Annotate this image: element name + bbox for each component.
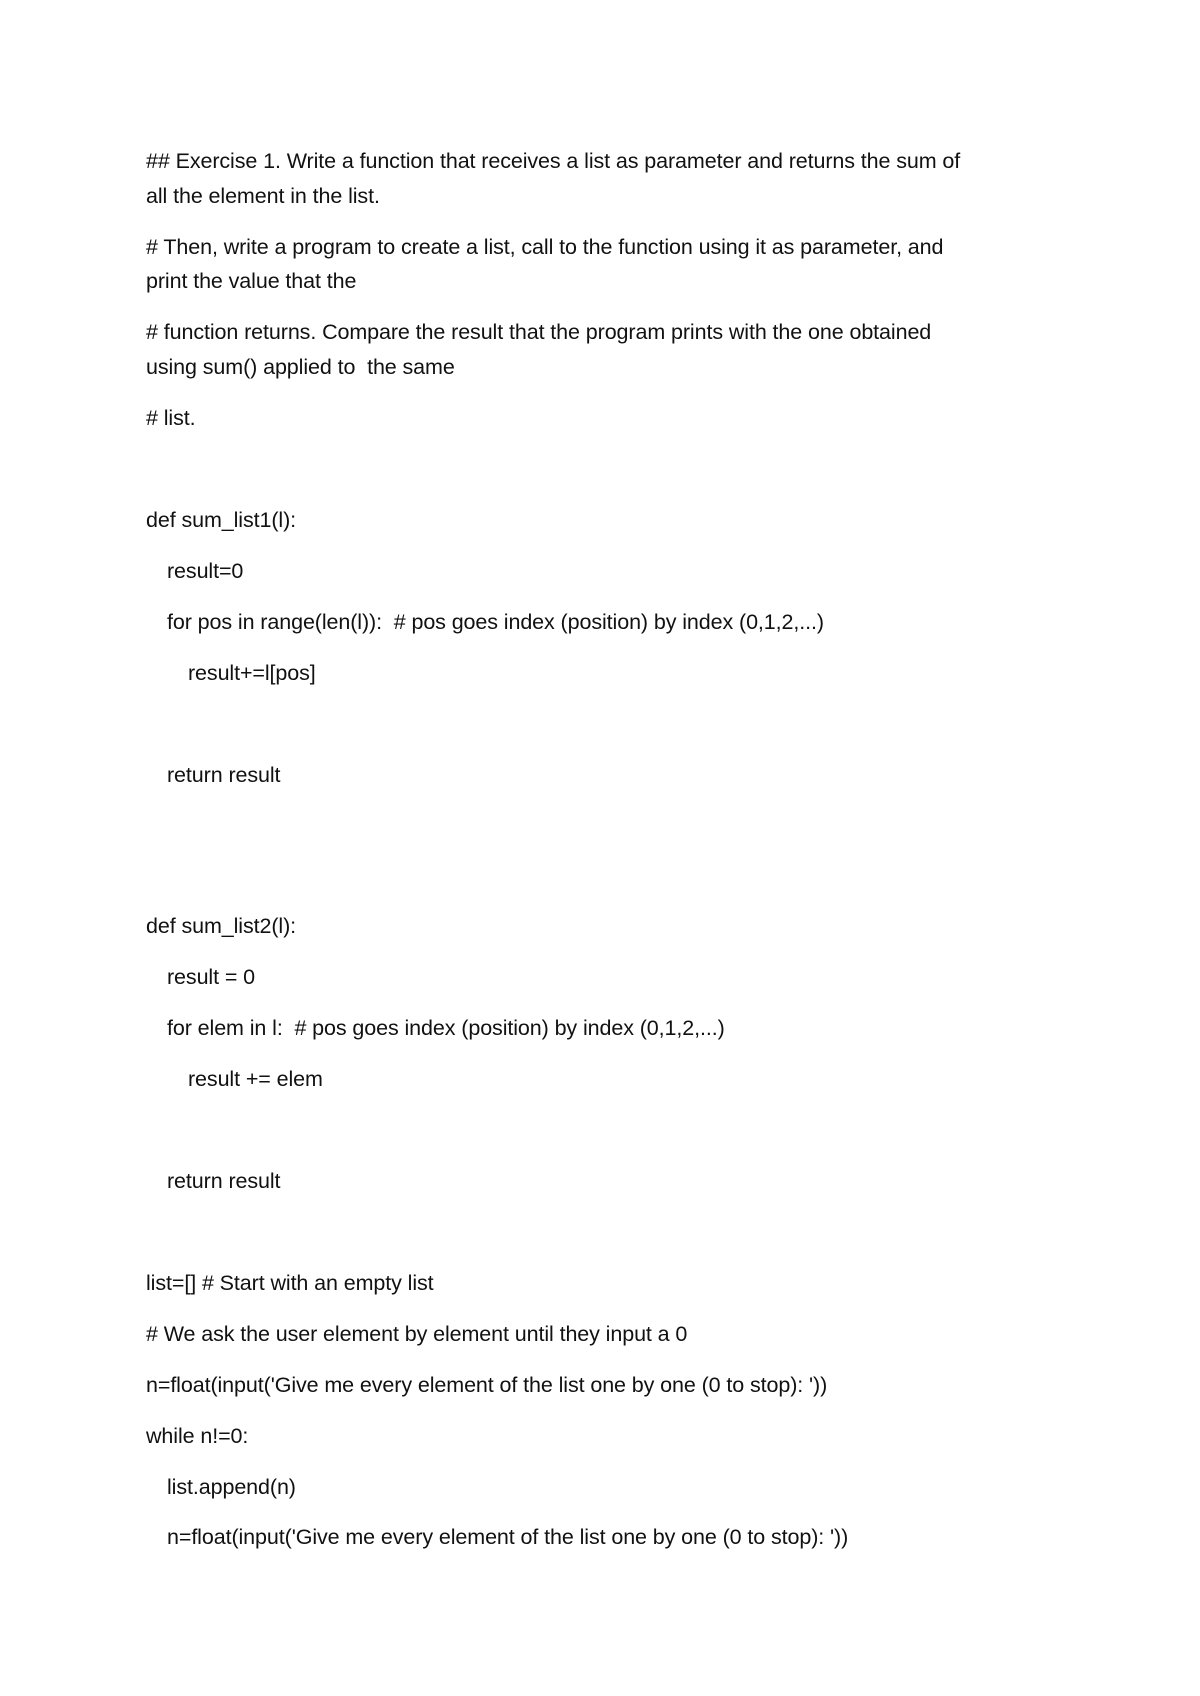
main-line-2: # We ask the user element by element until they input a 0: [146, 1322, 688, 1346]
exercise-comment-line-4: print the value that the: [146, 269, 357, 293]
main-line-1: list=[] # Start with an empty list: [146, 1271, 434, 1295]
func2-loop: for elem in l: # pos goes index (position) by index (0,1,2,...): [167, 1016, 725, 1040]
exercise-heading-line-2: all the element in the list.: [146, 184, 380, 208]
exercise-comment-line-5: # function returns. Compare the result that the program prints with the one obtained: [146, 320, 932, 344]
exercise-comment-line-7: # list.: [146, 406, 196, 430]
exercise-heading-line-1: ## Exercise 1. Write a function that receives a list as parameter and returns the sum of: [146, 149, 961, 173]
exercise-comment-line-3: # Then, write a program to create a list, call to the function using it as parameter, and: [146, 235, 944, 259]
func1-init: result=0: [167, 559, 244, 583]
func2-body: result += elem: [188, 1067, 323, 1091]
func1-return: return result: [167, 763, 281, 787]
func1-body: result+=l[pos]: [188, 661, 316, 685]
func2-return: return result: [167, 1169, 281, 1193]
func1-loop: for pos in range(len(l)): # pos goes index (position) by index (0,1,2,...): [167, 610, 824, 634]
exercise-comment-line-6: using sum() applied to the same: [146, 355, 455, 379]
main-line-4: while n!=0:: [146, 1424, 249, 1448]
main-line-6: n=float(input('Give me every element of the list one by one (0 to stop): ')): [167, 1525, 849, 1549]
func2-def: def sum_list2(l):: [146, 914, 297, 938]
func2-init: result = 0: [167, 965, 256, 989]
func1-def: def sum_list1(l):: [146, 508, 297, 532]
main-line-3: n=float(input('Give me every element of the list one by one (0 to stop): ')): [146, 1373, 828, 1397]
main-line-5: list.append(n): [167, 1475, 296, 1499]
